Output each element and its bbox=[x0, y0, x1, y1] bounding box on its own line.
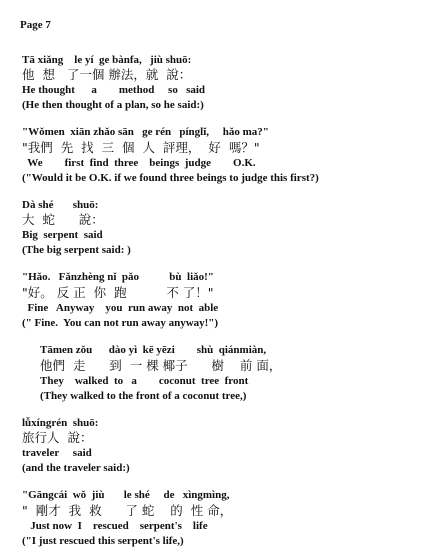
translation-line-1: (He then thought of a plan, so he said:) bbox=[22, 99, 204, 111]
translation-line-7: ("I just rescued this serpent's life,) bbox=[22, 535, 184, 547]
gloss-line-5: They walked to a coconut tree front bbox=[40, 375, 249, 387]
hanzi-line-6: 旅行人 說： bbox=[22, 430, 93, 445]
gloss-line-6: traveler said bbox=[22, 447, 92, 459]
translation-line-5: (They walked to the front of a coconut tree,) bbox=[40, 390, 247, 402]
hanzi-line-2: "我們 先 找 三 個 人 評理， 好 嗎？" bbox=[22, 140, 260, 155]
translation-line-6: (and the traveler said:) bbox=[22, 462, 130, 474]
translation-line-2: ("Would it be O.K. if we found three beings to judge this first?) bbox=[22, 172, 319, 184]
hanzi-line-4: "好。 反 正 你 跑 不 了！" bbox=[22, 285, 214, 300]
pinyin-line-2: "Wǒmen xiān zhǎo sān ge rén pínglǐ, hǎo ma?" bbox=[22, 126, 269, 138]
gloss-line-2: We first find three beings judge O.K. bbox=[22, 157, 256, 169]
gloss-line-4: Fine Anyway you run away not able bbox=[22, 302, 219, 314]
pinyin-line-3: Dà shé shuō: bbox=[22, 199, 99, 211]
translation-line-3: (The big serpent said: ) bbox=[22, 244, 131, 256]
hanzi-line-7: " 剛才 我 救 了 蛇 的 性 命， bbox=[22, 503, 233, 518]
hanzi-line-1: 他 想 了一個 辦法，就 說： bbox=[22, 67, 192, 82]
pinyin-line-6: lǚxíngrén shuō: bbox=[22, 417, 99, 429]
gloss-line-1: He thought a method so said bbox=[22, 84, 206, 96]
pinyin-line-1: Tā xiǎng le yí ge bànfa, jiù shuō: bbox=[22, 54, 192, 66]
hanzi-line-3: 大 蛇 說： bbox=[22, 212, 104, 227]
gloss-line-7: Just now I rescued serpent's life bbox=[22, 520, 208, 532]
pinyin-line-7: "Gāngcái wǒ jiù le shé de xìngmìng, bbox=[22, 489, 230, 501]
pinyin-line-4: "Hǎo. Fǎnzhèng nǐ pǎo bù liǎo!" bbox=[22, 271, 214, 283]
translation-line-4: (" Fine. You can not run away anyway!") bbox=[22, 317, 219, 329]
hanzi-line-5: 他們 走 到 一 棵 椰子 樹 前 面， bbox=[40, 358, 282, 373]
pinyin-line-5: Tāmen zǒu dào yì kē yēzi shù qiánmiàn, bbox=[40, 344, 267, 356]
gloss-line-3: Big serpent said bbox=[22, 229, 103, 241]
page-number: Page 7 bbox=[20, 19, 51, 31]
